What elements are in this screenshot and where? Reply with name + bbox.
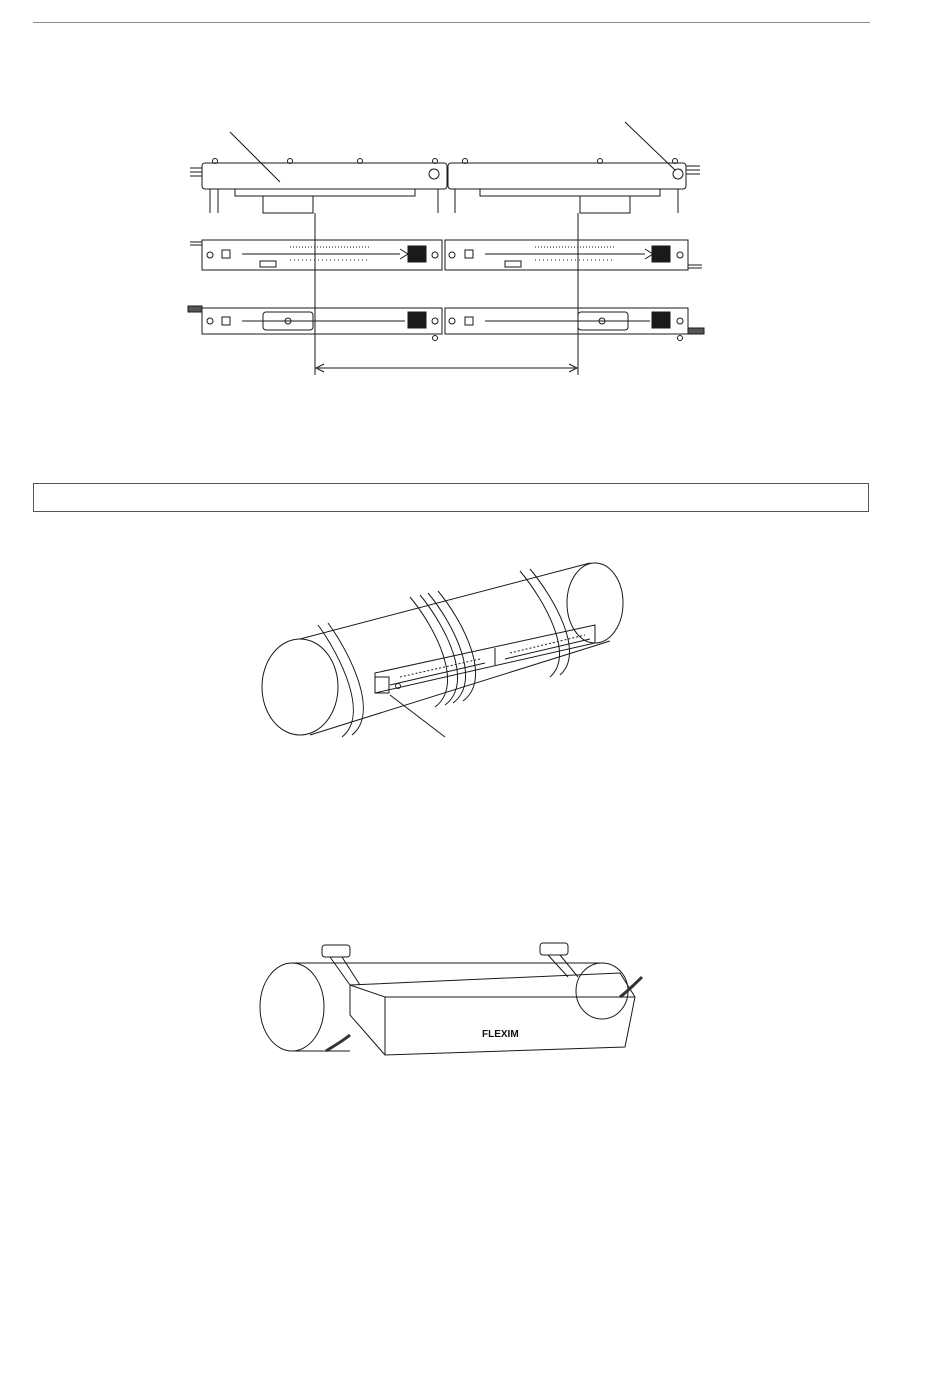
cable-left (188, 306, 202, 312)
pipe-mounted-rails-drawing (250, 555, 640, 755)
cover-brand-logo: FLEXIM (482, 1029, 519, 1040)
mounted-rails (375, 625, 595, 693)
cover-clamp-right (540, 943, 578, 977)
transducer-rail-figure (180, 110, 720, 390)
tension-strap-middle (410, 591, 476, 707)
rail-bottom-view (202, 308, 688, 341)
brand-block-bottom-left (408, 312, 426, 328)
note-box (33, 483, 869, 512)
pipe-covered-rails-figure (250, 935, 650, 1070)
cover-clamp-left (322, 945, 360, 985)
leader-line-left (230, 132, 280, 182)
transducer-rail-drawing (180, 110, 720, 390)
cable-left-covered (326, 1035, 350, 1051)
transducer-distance-dimension (315, 213, 578, 375)
brand-block-top-left (408, 246, 426, 262)
brand-block-bottom-right (652, 312, 670, 328)
pipe-cover-drawing (250, 935, 650, 1070)
tension-strap-right (520, 569, 569, 677)
pipe-mounted-rails-figure (250, 555, 640, 755)
rail-top-view (190, 240, 702, 270)
protective-cover (350, 973, 635, 1055)
cable-right (688, 328, 704, 334)
pipe-outline-covered (260, 963, 628, 1051)
header-rule (33, 22, 870, 23)
cable-right-covered (620, 977, 642, 997)
brand-block-top-right (652, 246, 670, 262)
rail-side-view (190, 159, 700, 214)
